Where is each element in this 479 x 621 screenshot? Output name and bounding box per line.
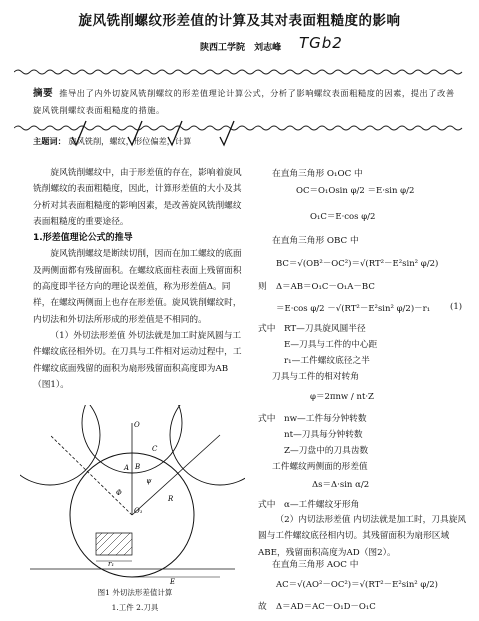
label-psi: ψ [146, 477, 152, 485]
abstract-text: 推导出了内外切旋风铣削螺纹的形差值理论计算公式，分析了影响螺纹表面粗糙度的因素，提出了改善旋风铣削螺纹表面粗糙度的措施。 [33, 88, 455, 115]
body-paragraph: 旋风铣削螺纹是断续切削，因而在加工螺纹的底面及两侧面都有残留面积。在螺纹底面柱表面上残留面积的高度即半径方向的理论误差值，称为形差值Δ。同样，在螺纹两侧面上也存在形差值。旋风铣削螺纹时，内切法和外切法所形成的形差值是不相同的。 [33, 249, 242, 325]
handwritten-check-marks [70, 119, 270, 151]
left-column [33, 165, 245, 393]
abstract [33, 85, 463, 119]
keyword: 形位偏差 [133, 136, 167, 146]
label-A: A [124, 464, 130, 472]
body-paragraph: （2）内切法形差值 内切法就是加工时，刀具旋风圆与工件螺纹底径相内切。其残留面积为扇形区域ABE，残留面积高度为AD（图2）。 [258, 515, 467, 558]
handwritten-annotation: TGb2 [299, 34, 343, 52]
text-line: 故 [258, 602, 267, 612]
definition: r₁—工件螺纹底径之半 [284, 356, 370, 366]
definition: E—刀具与工件的中心距 [284, 340, 378, 350]
wavy-rule-top [14, 68, 465, 76]
equation: AC＝√(AO²－OC²)＝√(RT²－E²sin² φ/2) [276, 580, 438, 590]
label-phi: Φ [116, 489, 122, 497]
radius-line [50, 435, 132, 515]
equation: Δs＝Δ·sin α/2 [312, 480, 370, 490]
figure-caption: 图1 外切法形差值计算 [97, 588, 173, 597]
body-paragraph: （1）外切法形差值 外切法就是加工时旋风圆与工件螺纹底径相外切。在刀具与工件相对运动过程中，工件螺纹底面残留的面积为扇形残留面积高度即为AB（图1）。 [33, 330, 242, 390]
label-O: O [134, 421, 140, 429]
definition: α—工件螺纹牙形角 [284, 500, 360, 510]
equation: ＝E·cos φ/2 －√(RT²－E²sin² φ/2)－r₁ [276, 304, 431, 314]
keyword: 旋风铣削 [68, 136, 102, 146]
author-name: 刘志峰 [254, 43, 282, 53]
text-line: 在直角三角形 OBC 中 [272, 236, 359, 246]
label-R: R [168, 495, 174, 503]
text-line: 工件螺纹两侧面的形差值 [272, 462, 368, 472]
equation: Δ＝AD＝AC－O₁D－O₁C [276, 602, 376, 612]
label-C: C [152, 445, 158, 453]
definition: nt—刀具每分钟转数 [284, 430, 363, 440]
paper-title: 旋风铣削螺纹形差值的计算及其对表面粗糙度的影响 [78, 13, 401, 29]
text-line: 在直角三角形 AOC 中 [272, 560, 359, 570]
label-E: E [170, 578, 176, 585]
keyword: 计算 [174, 136, 192, 146]
label-O1: O₁ [134, 507, 143, 515]
affiliation: 陕西工学院 [200, 43, 246, 53]
abstract-label: 摘要 [33, 88, 54, 99]
definition: RT—刀具旋风圆半径 [284, 324, 366, 334]
text-line: 式中 [258, 414, 276, 424]
keywords: 主题词： 旋风铣削，螺纹，形位偏差，计算 [33, 136, 192, 146]
figure-subcaption: 1.工件 2.刀具 [111, 603, 159, 612]
text-line: 式中 [258, 500, 276, 510]
text-line: 式中 [258, 324, 276, 334]
equation: O₁C＝E·cos φ/2 [310, 212, 376, 222]
author-line [200, 40, 287, 53]
equation-number: (1) [450, 302, 463, 312]
text-line: 在直角三角形 O₁OC 中 [272, 169, 363, 179]
label-r1: r₁ [108, 560, 115, 568]
text-line: 刀具与工件的相对转角 [272, 372, 359, 382]
keywords-label: 主题词： [33, 136, 66, 146]
equation: φ＝2πnw / nt·Z [310, 392, 374, 402]
equation: BC＝√(OB²－OC²)＝√(RT²－E²sin² φ/2) [276, 259, 439, 269]
equation: OC＝O₁Osin φ/2 ＝E·sin φ/2 [296, 186, 415, 196]
label-B: B [135, 463, 141, 471]
definition: nw—工件每分钟转数 [284, 414, 367, 424]
text-line: 则 [258, 282, 267, 292]
figure-1-diagram [20, 405, 245, 585]
intro-paragraph: 旋风铣削螺纹中，由于形差值的存在，影响着旋风铣削螺纹的表面粗糙度，因此，计算形差值的大小及其分析对其表面粗糙度的影响因素，是改善旋风铣削螺纹表面粗糙度的重要途径。 [33, 168, 242, 227]
keyword: 螺纹 [109, 136, 126, 146]
section-heading: 1.形差值理论公式的推导 [33, 233, 133, 244]
definition: Z—刀盘中的刀具齿数 [284, 446, 369, 456]
equation: Δ＝AB＝O₁C－O₁A－BC [276, 282, 375, 292]
